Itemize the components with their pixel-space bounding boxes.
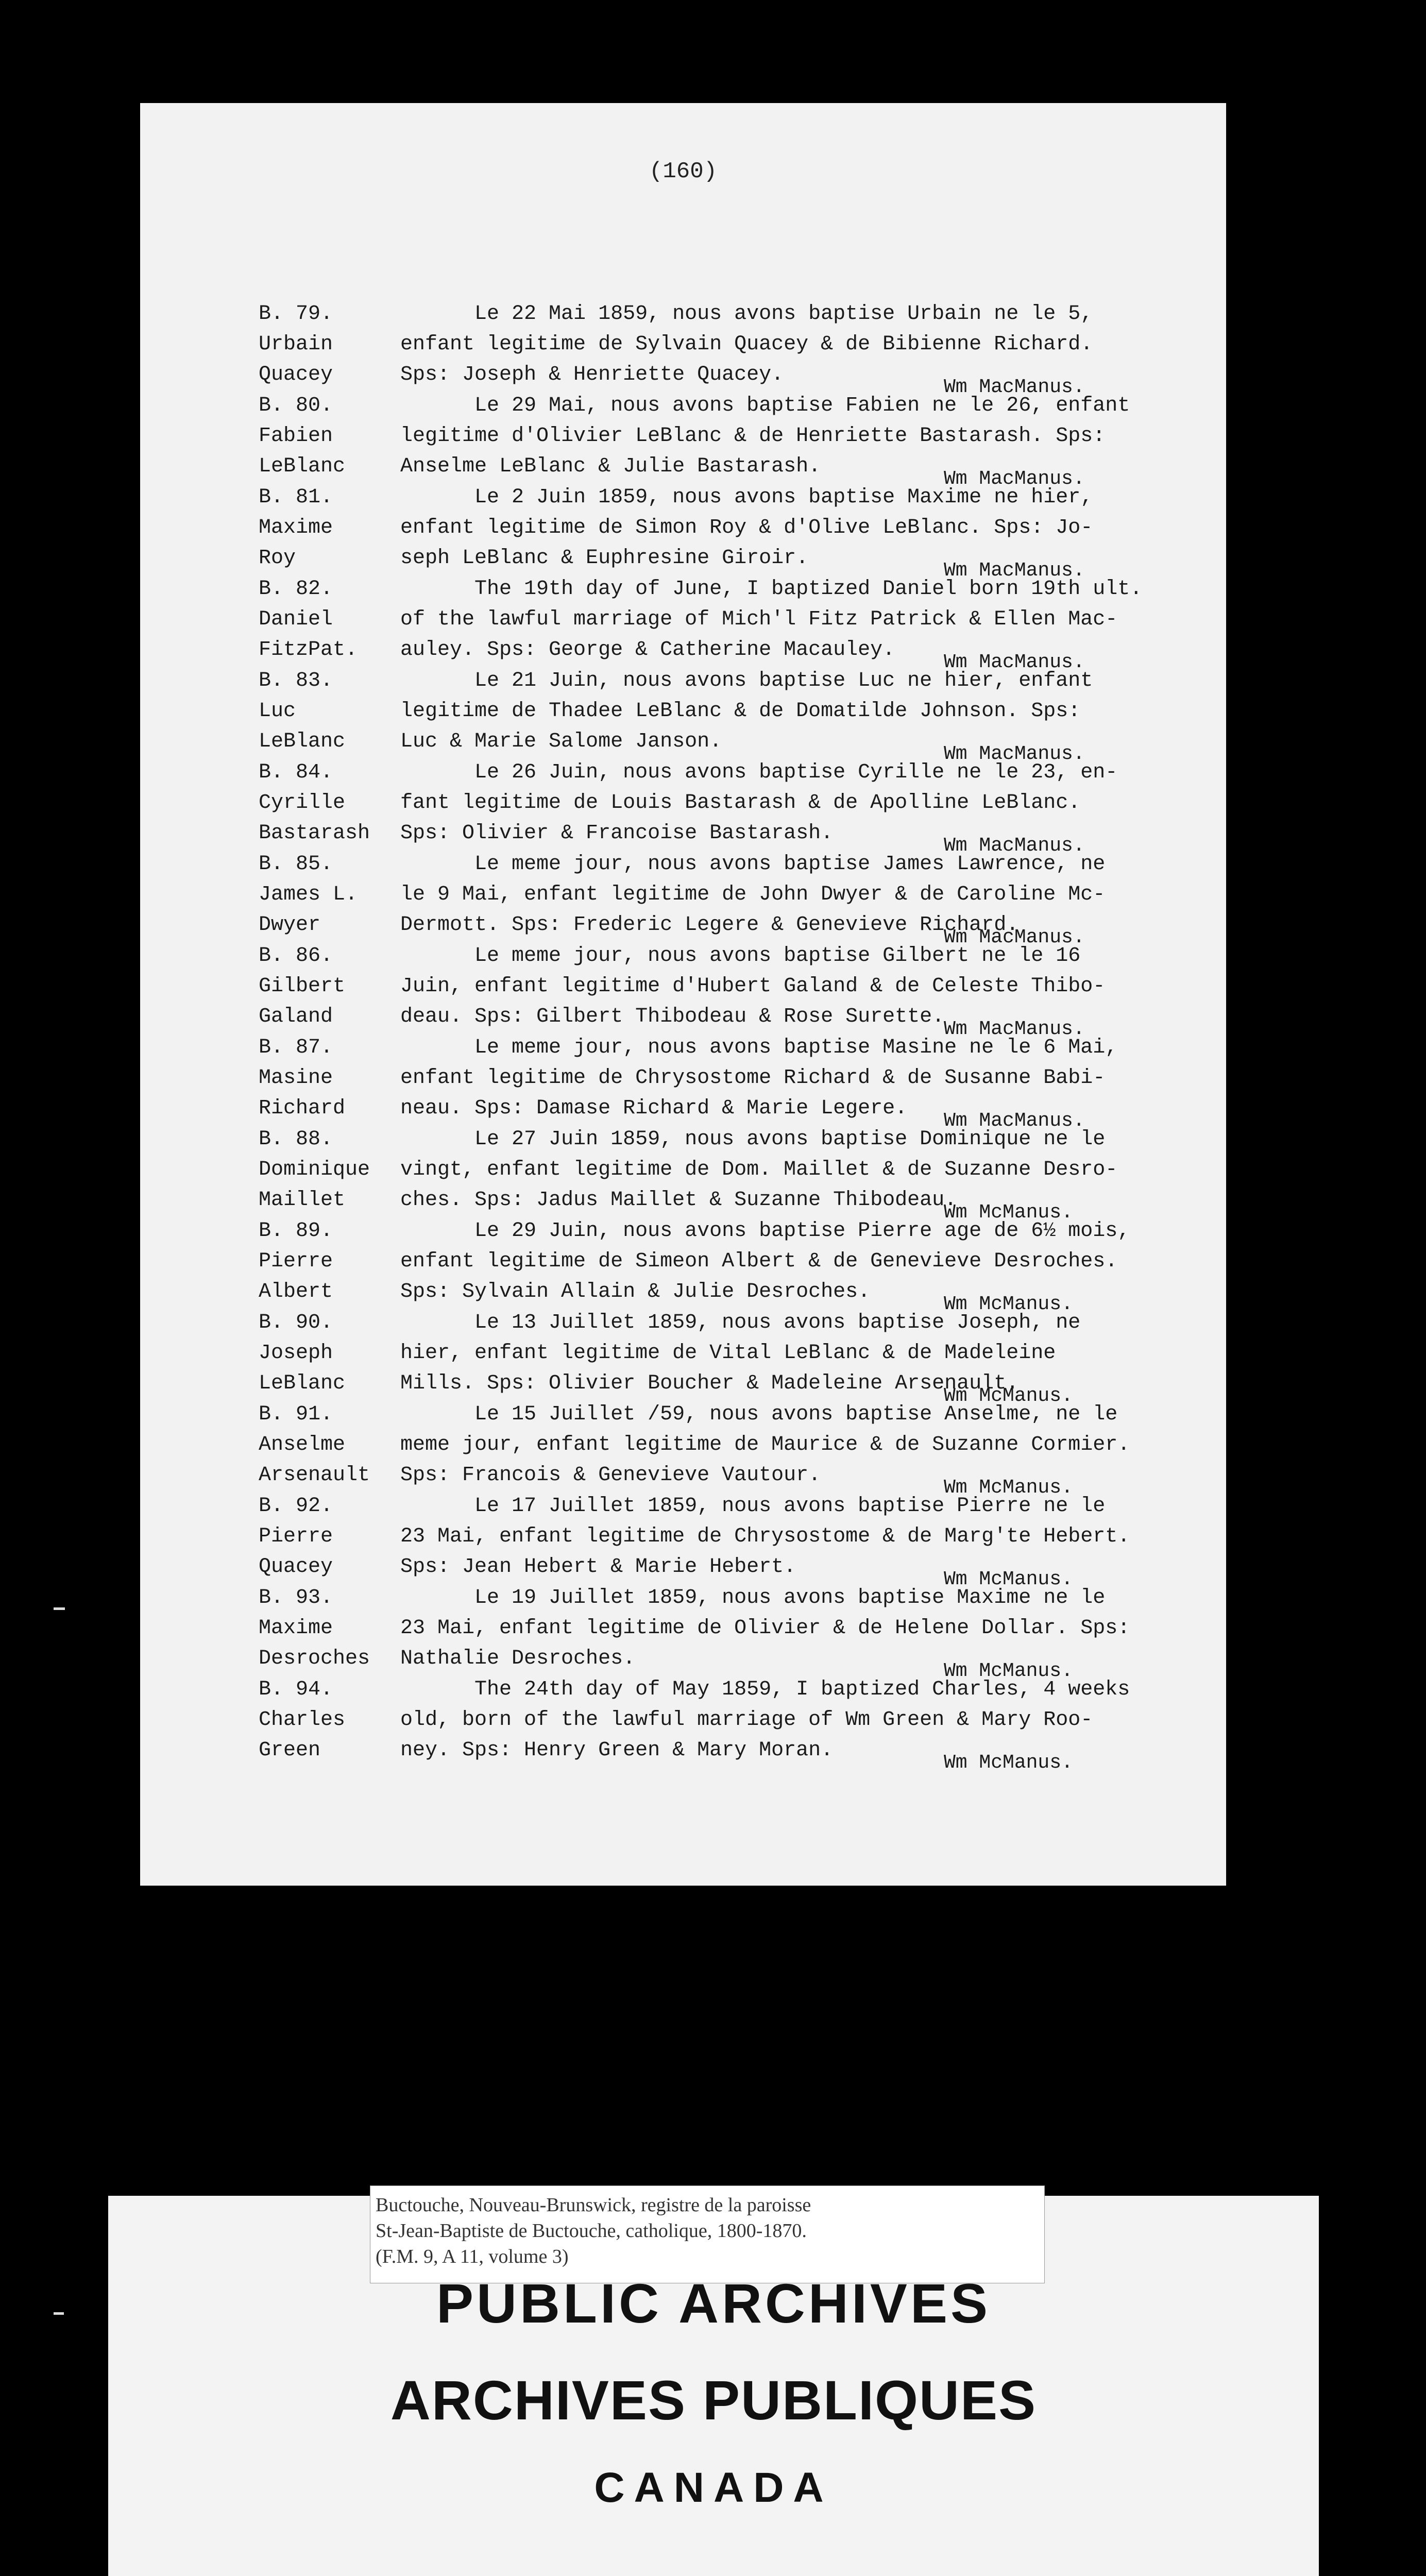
entry-heading-line: LeBlanc [259,455,346,478]
entry-heading-line: Maillet [259,1189,346,1212]
entry-text-line: ches. Sps: Jadus Maillet & Suzanne Thibodeau. [400,1189,957,1212]
entry-text-line: Le 15 Juillet /59, nous avons baptise Anselme, ne le [400,1403,1118,1426]
entry-text [400,1674,1214,1766]
entry-text-line: auley. Sps: George & Catherine Macauley. [400,638,895,662]
priest-signature: Wm McManus. [944,1660,1073,1682]
entry-heading-line: Bastarash [259,822,370,845]
entry-text [400,849,1214,940]
entry-heading [259,1032,403,1124]
collection-reference-slip [370,2185,1045,2283]
entry-heading [259,666,403,757]
entry-text-line: ney. Sps: Henry Green & Mary Moran. [400,1739,834,1762]
entry-heading-line: Galand [259,1005,333,1028]
entry-heading-line: B. 80. [259,394,333,417]
priest-signature: Wm MacManus. [944,651,1085,673]
priest-signature: Wm MacManus. [944,560,1085,582]
entry-text-line: vingt, enfant legitime de Dom. Maillet & de Suzanne Desro- [400,1158,1118,1181]
entry-heading-line: B. 92. [259,1495,333,1518]
entry-heading-line: Richard [259,1097,346,1120]
entry-text-line: legitime d'Olivier LeBlanc & de Henriette Bastarash. Sps: [400,425,1106,448]
entry-heading [259,1491,403,1582]
entry-heading-line: B. 94. [259,1678,333,1701]
entry-heading [259,299,403,390]
entry-text-line: le 9 Mai, enfant legitime de John Dwyer & de Caroline Mc- [400,883,1106,906]
entry-heading-line: B. 89. [259,1219,333,1243]
priest-signature: Wm MacManus. [944,835,1085,857]
entry-text [400,299,1214,390]
entry-heading [259,1308,403,1399]
entry-text-line: Le 29 Mai, nous avons baptise Fabien ne le 26, enfant [400,394,1130,417]
entry-text-line: Le 27 Juin 1859, nous avons baptise Dominique ne le [400,1128,1106,1151]
entry-text-line: Nathalie Desroches. [400,1647,636,1670]
entry-text-line: Le 29 Juin, nous avons baptise Pierre age de 6½ mois, [400,1219,1130,1243]
entry-heading-line: Luc [259,700,296,723]
entry-text [400,666,1214,757]
entry-text-line: deau. Sps: Gilbert Thibodeau & Rose Surette. [400,1005,945,1028]
entry-text [400,1032,1214,1124]
entry-heading-line: Masine [259,1066,333,1090]
priest-signature: Wm MacManus. [944,1110,1085,1132]
entry-text-line: Dermott. Sps: Frederic Legere & Genevieve Richard. [400,913,1019,937]
entry-text-line: fant legitime de Louis Bastarash & de Apolline LeBlanc. [400,791,1081,815]
priest-signature: Wm MacManus. [944,926,1085,948]
archives-label-card [108,2196,1319,2576]
entry-text-line: Sps: Jean Hebert & Marie Hebert. [400,1555,796,1579]
entry-heading-line: B. 91. [259,1403,333,1426]
entry-heading [259,482,403,573]
entry-heading-line: Quacey [259,363,333,386]
entry-heading-line: Pierre [259,1250,333,1273]
entry-text-line: Le 17 Juillet 1859, nous avons baptise Pierre ne le [400,1495,1106,1518]
entry-heading [259,1216,403,1307]
entry-heading-line: B. 85. [259,853,333,876]
entry-heading-line: Roy [259,547,296,570]
entry-heading-line: B. 82. [259,578,333,601]
priest-signature: Wm McManus. [944,1293,1073,1315]
priest-signature: Wm MacManus. [944,468,1085,490]
entry-heading-line: LeBlanc [259,1372,346,1395]
entry-heading-line: B. 90. [259,1311,333,1334]
entry-heading-line: Joseph [259,1342,333,1365]
entry-heading-line: Maxime [259,516,333,539]
archives-heading-fr: ARCHIVES PUBLIQUES [390,2369,1037,2431]
entry-heading [259,941,403,1032]
entry-heading-line: Pierre [259,1525,333,1548]
entry-heading-line: Arsenault [259,1464,370,1487]
margin-tick [54,2312,64,2315]
entry-text-line: Luc & Marie Salome Janson. [400,730,722,753]
entry-text-line: of the lawful marriage of Mich'l Fitz Patrick & Ellen Mac- [400,608,1118,631]
entry-text [400,1399,1214,1490]
entry-text-line: Le 19 Juillet 1859, nous avons baptise Maxime ne le [400,1586,1106,1609]
entry-text-line: Sps: Joseph & Henriette Quacey. [400,363,784,386]
priest-signature: Wm MacManus. [944,743,1085,765]
entry-heading-line: B. 93. [259,1586,333,1609]
entry-text-line: Le 21 Juin, nous avons baptise Luc ne hier, enfant [400,669,1093,692]
entry-heading [259,757,403,849]
entry-heading [259,391,403,482]
entry-text [400,482,1214,573]
priest-signature: Wm McManus. [944,1752,1073,1774]
entry-text-line: Le 26 Juin, nous avons baptise Cyrille ne le 23, en- [400,761,1118,784]
priest-signature: Wm McManus. [944,1385,1073,1407]
entry-text-line: enfant legitime de Simon Roy & d'Olive LeBlanc. Sps: Jo- [400,516,1093,539]
entry-heading-line: B. 84. [259,761,333,784]
entry-text [400,1583,1214,1674]
entry-text-line: 23 Mai, enfant legitime de Chrysostome & de Marg'te Hebert. [400,1525,1130,1548]
entry-text-line: old, born of the lawful marriage of Wm Green & Mary Roo- [400,1708,1093,1732]
entry-text [400,941,1214,1032]
entry-text-line: enfant legitime de Sylvain Quacey & de Bibienne Richard. [400,333,1093,356]
entry-text-line: hier, enfant legitime de Vital LeBlanc & de Madeleine [400,1342,1056,1365]
archives-country: CANADA [594,2464,833,2511]
entry-heading-line: B. 87. [259,1036,333,1059]
entry-heading-line: Anselme [259,1433,346,1456]
register-page [140,103,1226,1886]
entry-heading-line: Maxime [259,1617,333,1640]
entry-heading [259,849,403,940]
entry-heading-line: Green [259,1739,321,1762]
entry-text-line: Le meme jour, nous avons baptise Masine ne le 6 Mai, [400,1036,1118,1059]
entry-text [400,757,1214,849]
priest-signature: Wm MacManus. [944,376,1085,398]
entry-text-line: 23 Mai, enfant legitime de Olivier & de Helene Dollar. Sps: [400,1617,1130,1640]
entry-heading-line: Gilbert [259,975,346,998]
archives-heading-en: PUBLIC ARCHIVES [436,2272,991,2334]
entry-text-line: enfant legitime de Simeon Albert & de Genevieve Desroches. [400,1250,1118,1273]
entry-text-line: Le 13 Juillet 1859, nous avons baptise Joseph, ne [400,1311,1081,1334]
entry-heading-line: Dwyer [259,913,321,937]
entry-heading [259,1399,403,1490]
priest-signature: Wm McManus. [944,1477,1073,1499]
entry-heading-line: B. 88. [259,1128,333,1151]
slip-line: St-Jean-Baptiste de Buctouche, catholique, 1800-1870. [376,2220,807,2242]
entry-heading-line: LeBlanc [259,730,346,753]
entry-text-line: Sps: Olivier & Francoise Bastarash. [400,822,834,845]
entry-heading-line: Albert [259,1280,333,1303]
entry-text-line: neau. Sps: Damase Richard & Marie Legere. [400,1097,908,1120]
entry-text-line: legitime de Thadee LeBlanc & de Domatilde Johnson. Sps: [400,700,1081,723]
entry-text-line: Le 2 Juin 1859, nous avons baptise Maxime ne hier, [400,486,1093,509]
entry-text [400,1216,1214,1307]
entry-heading-line: Dominique [259,1158,370,1181]
entry-heading-line: B. 83. [259,669,333,692]
entry-heading-line: Charles [259,1708,346,1732]
entry-text-line: Le meme jour, nous avons baptise James Lawrence, ne [400,853,1106,876]
entry-text [400,574,1214,665]
entry-text-line: Sps: Sylvain Allain & Julie Desroches. [400,1280,871,1303]
entry-heading-line: B. 81. [259,486,333,509]
entry-heading [259,1583,403,1674]
entry-text-line: The 19th day of June, I baptized Daniel born 19th ult. [400,578,1143,601]
entry-text [400,1491,1214,1582]
page-number: (160) [649,159,718,184]
margin-tick [54,1607,65,1610]
slip-line: (F.M. 9, A 11, volume 3) [376,2246,569,2267]
entry-heading-line: James L. [259,883,358,906]
entry-text-line: Le meme jour, nous avons baptise Gilbert ne le 16 [400,944,1081,968]
entry-heading-line: Quacey [259,1555,333,1579]
entry-heading-line: Fabien [259,425,333,448]
entry-heading-line: B. 86. [259,944,333,968]
entry-text-line: Anselme LeBlanc & Julie Bastarash. [400,455,821,478]
entry-heading-line: Urbain [259,333,333,356]
entry-text-line: meme jour, enfant legitime de Maurice & de Suzanne Cormier. [400,1433,1130,1456]
priest-signature: Wm MacManus. [944,1018,1085,1040]
entry-heading [259,574,403,665]
entry-text-line: seph LeBlanc & Euphresine Giroir. [400,547,809,570]
entry-heading [259,1674,403,1766]
entry-text [400,1308,1214,1399]
entry-text-line: Le 22 Mai 1859, nous avons baptise Urbain ne le 5, [400,302,1093,326]
entry-heading-line: FitzPat. [259,638,358,662]
entry-text-line: Mills. Sps: Olivier Boucher & Madeleine Arsenault. [400,1372,1019,1395]
priest-signature: Wm McManus. [944,1568,1073,1590]
slip-line: Buctouche, Nouveau-Brunswick, registre de la paroisse [376,2194,811,2216]
entry-text-line: Juin, enfant legitime d'Hubert Galand & de Celeste Thibo- [400,975,1106,998]
entry-heading-line: Daniel [259,608,333,631]
entry-text-line: The 24th day of May 1859, I baptized Charles, 4 weeks [400,1678,1130,1701]
entry-text [400,391,1214,482]
entry-text [400,1124,1214,1215]
priest-signature: Wm McManus. [944,1201,1073,1224]
entry-heading-line: Cyrille [259,791,346,815]
entry-heading-line: Desroches [259,1647,370,1670]
entry-heading [259,1124,403,1215]
entry-text-line: enfant legitime de Chrysostome Richard & de Susanne Babi- [400,1066,1106,1090]
entry-text-line: Sps: Francois & Genevieve Vautour. [400,1464,821,1487]
entry-heading-line: B. 79. [259,302,333,326]
